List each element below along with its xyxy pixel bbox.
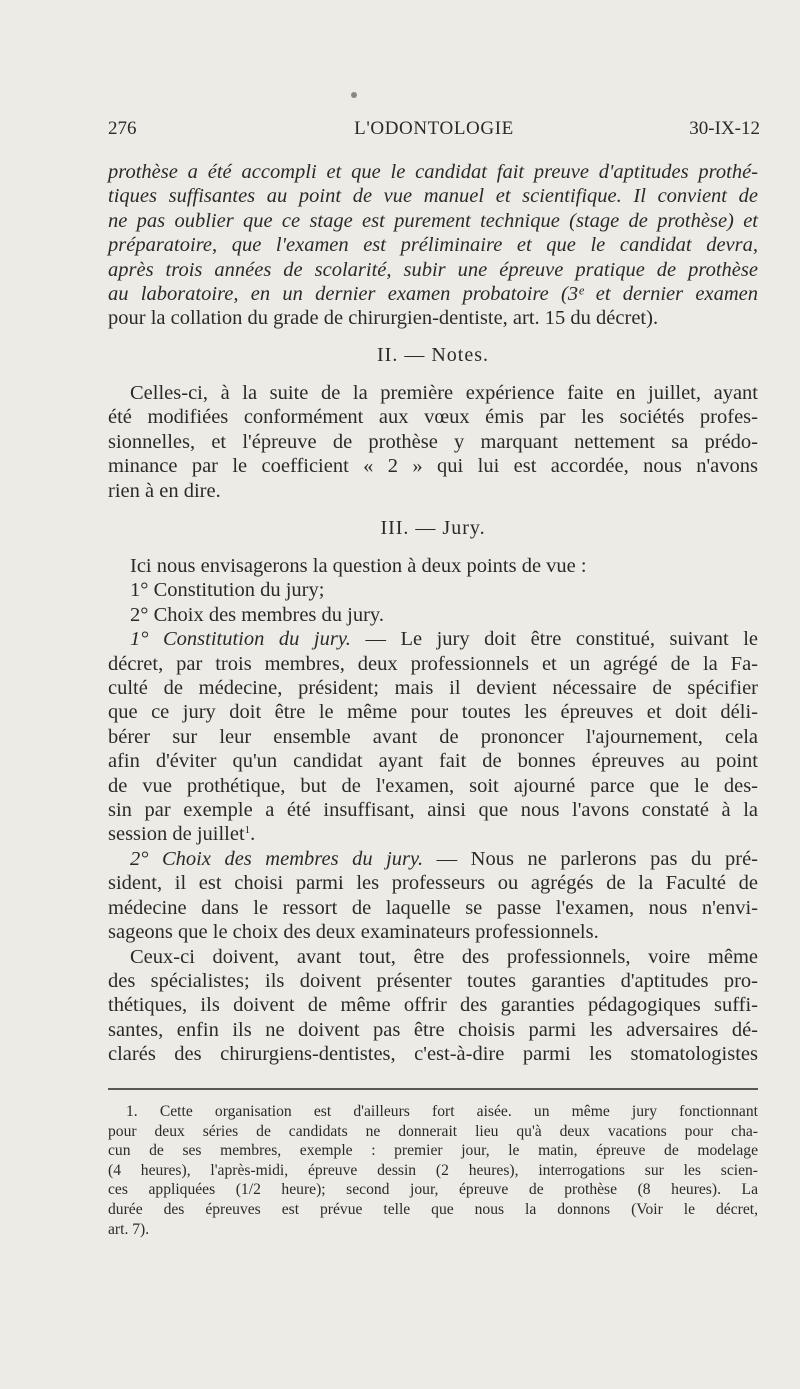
text-line: prothèse a été accompli et que le candidat fait preuve d'aptitudes prothé-	[108, 161, 758, 183]
text-line: décret, par trois membres, deux professionnels et un agrégé de la Fa-	[108, 652, 758, 675]
running-header	[108, 118, 760, 144]
text-line: que ce jury doit être le même pour toutes les épreuves et doit déli-	[108, 701, 758, 724]
footnote-line: (4 heures), l'après-midi, épreuve dessin (2 heures), interrogations sur les scien-	[108, 1161, 758, 1179]
text-line: de vue prothétique, but de l'examen, soit ajourné parce que le des-	[108, 774, 758, 797]
text-fragment: session de juillet	[108, 823, 245, 846]
notes-paragraph	[108, 381, 758, 503]
text-line: santes, enfin ils ne doivent pas être choisis parmi les adversaires dé-	[108, 1018, 758, 1041]
text-line: afin d'éviter qu'un candidat ayant fait de bonnes épreuves au point	[108, 750, 758, 773]
text-line: bérer sur leur ensemble avant de prononcer l'ajournement, cela	[108, 725, 758, 748]
footnote-divider	[108, 1088, 758, 1090]
footnote	[108, 1102, 758, 1239]
text-line: Ceux-ci doivent, avant tout, être des professionnels, voire même	[130, 945, 758, 968]
issue-date: 30-IX-12	[689, 118, 760, 139]
intro-paragraph	[108, 160, 758, 331]
section-heading-notes: II. — Notes.	[377, 344, 489, 366]
footnote-line: ces appliquées (1/2 heure); second jour, épreuve de prothèse (8 heures). La	[108, 1181, 758, 1199]
text-fragment: — Nous ne parlerons pas du pré-	[423, 847, 759, 870]
subsection-title-choice: 2° Choix des membres du jury.	[130, 847, 424, 870]
footnote-line: cun de ses membres, exemple : premier jour, le matin, épreuve de modelage	[108, 1142, 758, 1160]
jury-intro: Ici nous envisagerons la question à deux points de vue :	[130, 555, 587, 577]
footnote-line: pour deux séries de candidats ne donnerait lieu qu'à deux vacations pour cha-	[108, 1122, 758, 1140]
footnote-line: art. 7).	[108, 1220, 150, 1238]
subsection-title-constitution: 1° Constitution du jury.	[130, 628, 351, 651]
text-line	[108, 847, 758, 871]
point-1: 1° Constitution du jury;	[130, 579, 325, 602]
text-line: sident, il est choisi parmi les professeurs ou agrégés de la Faculté de	[108, 872, 758, 895]
footnote-line: durée des épreuves est prévue telle que nous la donnons (Voir le décret,	[108, 1200, 758, 1218]
text-line: Celles-ci, à la suite de la première expérience faite en juillet, ayant	[130, 382, 758, 404]
text-line: sageons que le choix des deux examinateurs professionnels.	[108, 921, 599, 944]
text-line: clarés des chirurgiens-dentistes, c'est-à-dire parmi les stomatologistes	[108, 1043, 758, 1066]
text-line	[108, 822, 758, 846]
text-line: ne pas oublier que ce stage est purement technique (stage de prothèse) et	[108, 209, 758, 232]
text-line	[108, 627, 758, 651]
text-line: tiques suffisantes au point de vue manuel et scientifique. Il convient de	[108, 185, 758, 208]
text-line: minance par le coefficient « 2 » qui lui est accordée, nous n'avons	[108, 455, 758, 478]
text-line: préparatoire, que l'examen est préliminaire et que le candidat devra,	[108, 234, 758, 257]
ink-spot	[351, 92, 357, 98]
text-line: pour la collation du grade de chirurgien-dentiste, art. 15 du décret).	[108, 307, 659, 330]
text-fragment: .	[250, 823, 256, 846]
point-2: 2° Choix des membres du jury.	[130, 603, 384, 626]
text-line: sionnelles, et l'épreuve de prothèse y marquant nettement sa prédo-	[108, 430, 758, 453]
text-line: thétiques, ils doivent de même offrir des garanties pédagogiques suffi-	[108, 994, 758, 1017]
text-line: après trois années de scolarité, subir une épreuve pratique de prothèse	[108, 258, 758, 281]
footnote-line: 1. Cette organisation est d'ailleurs fort aisée. un même jury fonctionnant	[126, 1103, 758, 1120]
text-line: été modifiées conformément aux vœux émis par les sociétés profes-	[108, 406, 758, 429]
section-heading-jury: III. — Jury.	[380, 517, 486, 539]
text-line: des spécialistes; ils doivent présenter toutes garanties d'aptitudes pro-	[108, 969, 758, 992]
text-fragment: — Le jury doit être constitué, suivant le	[350, 628, 759, 651]
journal-title: L'ODONTOLOGIE	[354, 118, 514, 139]
text-line: au laboratoire, en un dernier examen probatoire (3ᵉ et dernier examen	[108, 283, 758, 306]
text-line: culté de médecine, président; mais il devient nécessaire de spécifier	[108, 677, 758, 700]
footnote-reference: 1	[244, 824, 251, 837]
text-line: sin par exemple a été insuffisant, ainsi que nous l'avons constaté à la	[108, 799, 758, 822]
page-number: 276	[108, 118, 137, 139]
text-line: rien à en dire.	[108, 479, 221, 502]
text-line: médecine dans le ressort de laquelle se passe l'examen, nous n'envi-	[108, 896, 758, 919]
jury-section	[108, 554, 758, 1067]
